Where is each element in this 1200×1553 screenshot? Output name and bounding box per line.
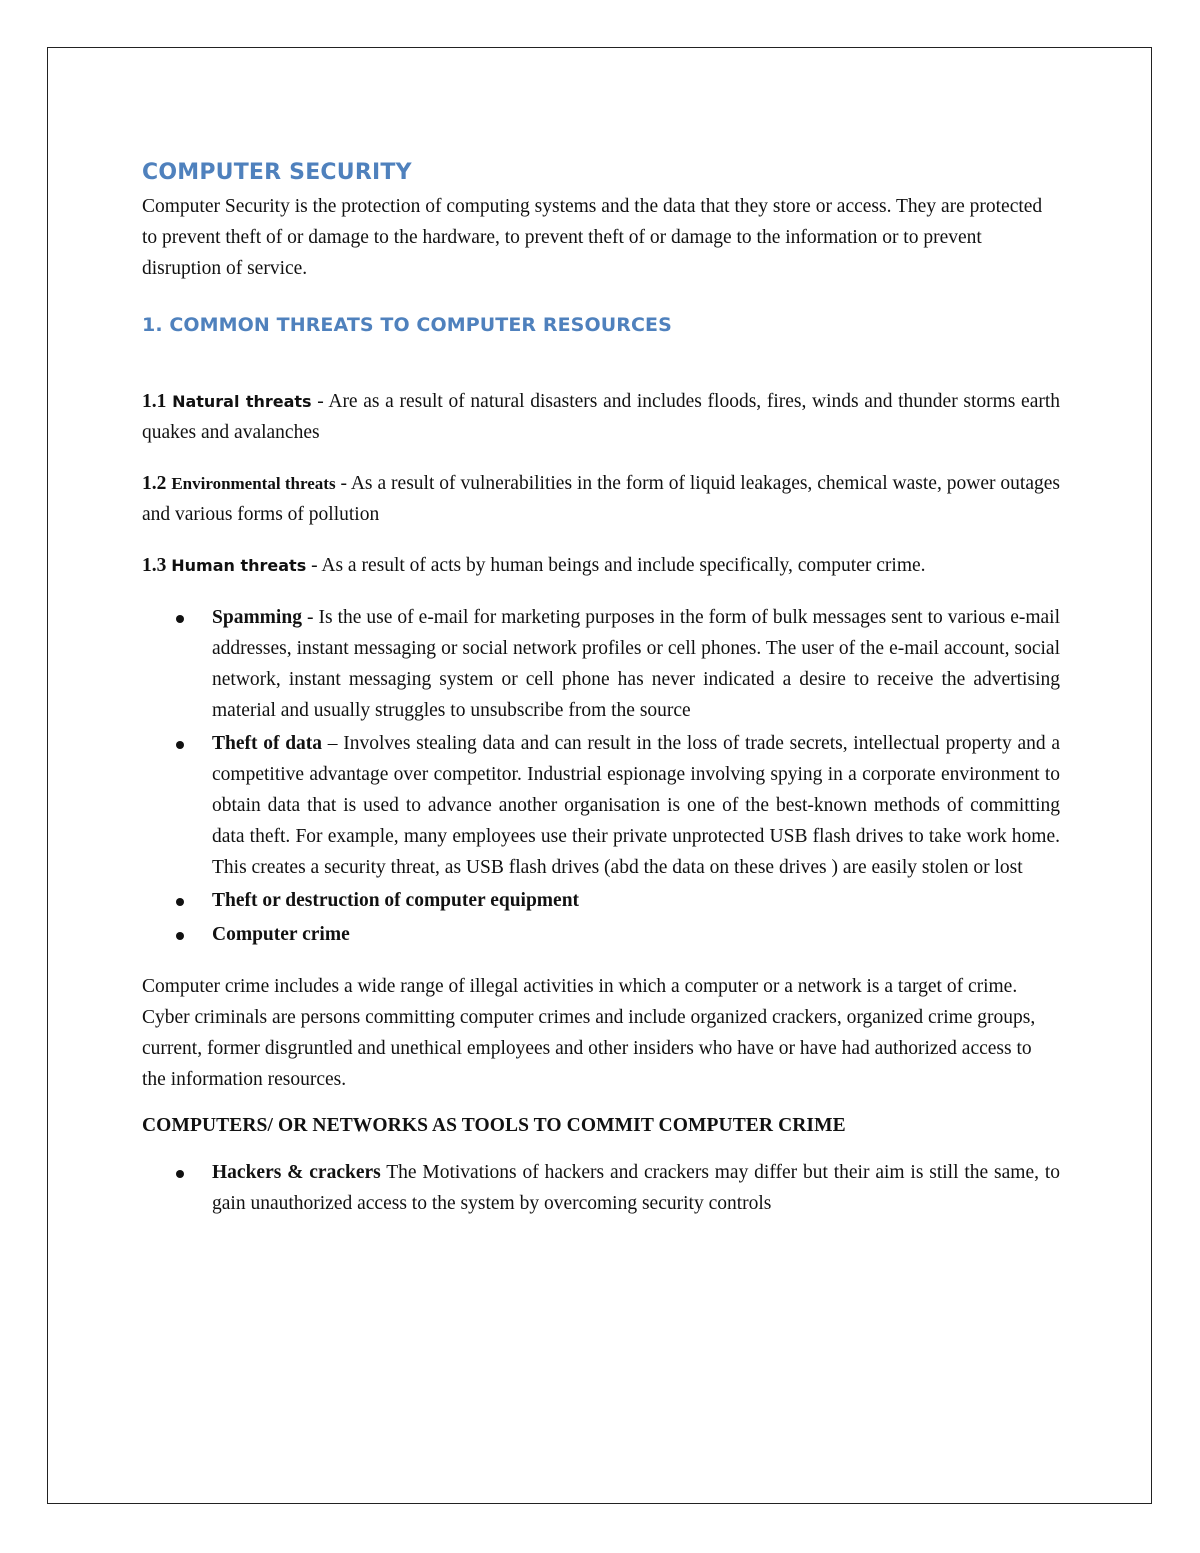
tools-list (142, 1157, 1060, 1219)
bullet-icon (176, 615, 184, 623)
subsection-environmental-threats (142, 468, 1060, 530)
list-item-label: Spamming (212, 607, 302, 628)
subsection-number: 1.1 (142, 391, 167, 412)
list-item-label: Computer crime (212, 924, 350, 945)
document-body (142, 160, 1060, 1219)
subsection-number: 1.3 (142, 555, 167, 576)
section-1-heading: 1. COMMON THREATS TO COMPUTER RESOURCES (142, 314, 672, 336)
bullet-icon (176, 898, 184, 906)
list-item-label: Hackers & crackers (212, 1162, 381, 1183)
computer-crime-paragraph: Computer crime includes a wide range of illegal activities in which a computer or a network is a target of crime. Cyber criminals are persons committing computer crimes and include organized crackers, organized crime groups, current, former disgruntled and unethical employees and other insiders who have or have had authorized access to the information resources. (142, 976, 1036, 1090)
subsection-text: - As a result of acts by human beings and include specifically, computer crime. (306, 555, 926, 576)
list-item-label: Theft of data (212, 733, 323, 754)
bullet-icon (176, 1170, 184, 1178)
list-item-computer-crime (142, 919, 1060, 950)
document-title: COMPUTER SECURITY (142, 160, 412, 185)
list-item-hackers-crackers (142, 1157, 1060, 1219)
bullet-icon (176, 741, 184, 749)
subsection-label: Environmental threats (171, 474, 336, 493)
subsection-text: - As a result of vulnerabilities in the form of liquid leakages, chemical waste, power outages and various forms of pollution (142, 473, 1061, 525)
list-item-label: Theft or destruction of computer equipment (212, 890, 580, 911)
list-item-text: - Is the use of e-mail for marketing purposes in the form of bulk messages sent to various e-mail addresses, instant messaging or social network profiles or cell phones. The user of the e-mail account, social network, instant messaging system or cell phone has never indicated a desire to receive the advertising material and usually struggles to unsubscribe from the source (212, 607, 1060, 721)
tools-heading: COMPUTERS/ OR NETWORKS AS TOOLS TO COMMIT COMPUTER CRIME (142, 1115, 846, 1136)
list-item-text: – Involves stealing data and can result in the loss of trade secrets, intellectual property and a competitive advantage over competitor. Industrial espionage involving spying in a corporate environment to obtain data that is used to advance another organisation is one of the best-known methods of committing data theft. For example, many employees use their private unprotected USB flash drives to take work home. This creates a security threat, as USB flash drives (abd the data on these drives ) are easily stolen or lost (212, 733, 1060, 878)
list-item-theft-of-equipment (142, 885, 1060, 916)
intro-paragraph: Computer Security is the protection of computing systems and the data that they store or access. They are protected to prevent theft of or damage to the hardware, to prevent theft of or damage to the information or to prevent disruption of service. (142, 196, 1043, 279)
subsection-label: Natural threats (172, 392, 312, 411)
subsection-label: Human threats (171, 556, 307, 575)
human-threats-list (142, 602, 1060, 950)
list-item-spamming (142, 602, 1060, 726)
subsection-number: 1.2 (142, 473, 167, 494)
subsection-text: - Are as a result of natural disasters and includes floods, fires, winds and thunder storms earth quakes and avalanches (142, 391, 1061, 443)
bullet-icon (176, 932, 184, 940)
list-item-theft-of-data (142, 728, 1060, 883)
subsection-human-threats (142, 550, 1060, 581)
subsection-natural-threats (142, 386, 1060, 448)
list-item-text: The Motivations of hackers and crackers may differ but their aim is still the same, to gain unauthorized access to the system by overcoming security controls (212, 1162, 1060, 1214)
